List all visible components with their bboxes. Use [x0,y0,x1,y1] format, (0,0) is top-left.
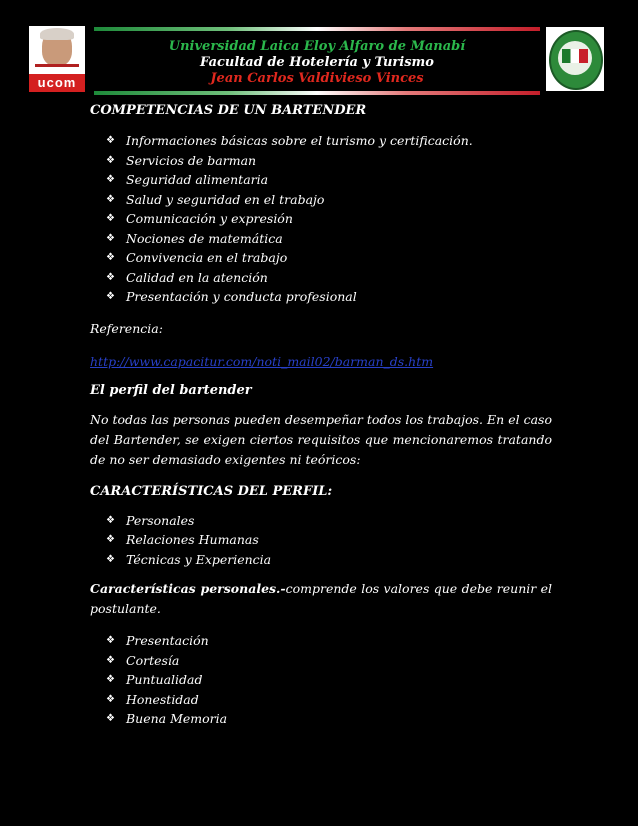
header-stripe-top [94,27,540,31]
list-item [106,511,552,531]
reference-link-row [90,351,552,372]
list-item-text: Personales [126,512,195,528]
diamond-bullet-icon: ❖ [106,213,115,224]
list-item [106,131,552,151]
section-title-caracteristicas: CARACTERÍSTICAS DEL PERFIL: [90,483,333,499]
list-item-text: Calidad en la atención [126,269,268,285]
list-item [106,248,552,268]
logo-text: ucom [37,75,77,90]
list-item-text: Honestidad [126,691,199,707]
profile-title: El perfil del bartender [90,382,252,398]
list-item-text: Cortesía [126,652,180,668]
list-item-text: Convivencia en el trabajo [126,250,288,265]
diamond-bullet-icon: ❖ [106,232,115,244]
faculty-name: Facultad de Hotelería y Turismo [200,55,434,70]
list-item-text: Informaciones básicas sobre el turismo y certificación. [126,133,473,148]
profile-paragraph: No todas las personas pueden desempeñar todos los trabajos. En el caso del Bartender, se exigen ciertos requisitos que mencionaremos tratando de no ser demasiado exigentes ni teóricos: [90,411,552,467]
personal-title: Características personales.- [90,581,286,596]
diamond-bullet-icon: ❖ [106,154,115,166]
diamond-bullet-icon: ❖ [106,553,115,565]
diamond-bullet-icon: ❖ [106,693,115,705]
list-item-text: Servicios de barman [126,152,257,168]
competencias-list [90,131,552,307]
diamond-bullet-icon: ❖ [106,135,115,146]
diamond-bullet-icon: ❖ [106,635,115,646]
list-item [106,651,552,671]
document-header [0,0,638,100]
portrait-hair [40,28,74,40]
list-item [106,151,552,171]
diamond-bullet-icon: ❖ [106,291,115,302]
list-item [106,709,552,729]
list-item-text: Presentación y conducta profesional [126,289,357,304]
author-name: Jean Carlos Valdivieso Vinces [210,71,424,86]
diamond-bullet-icon: ❖ [106,534,115,545]
list-item-text: Nociones de matemática [126,230,283,246]
personal-text: comprende los valores que debe reunir el postulante. [90,581,552,616]
caracteristicas-list [90,511,552,570]
list-item [106,690,552,710]
diamond-bullet-icon: ❖ [106,193,115,205]
diamond-bullet-icon: ❖ [106,252,115,263]
list-item-text: Técnicas y Experiencia [126,551,272,567]
list-item [106,530,552,550]
list-item [106,229,552,249]
reference-link[interactable]: http://www.capacitur.com/noti_mail02/barman_ds.htm [90,353,434,369]
list-item [106,287,552,307]
diamond-bullet-icon: ❖ [106,713,115,724]
reference-label: Referencia: [90,320,163,336]
list-item [106,170,552,190]
university-logo-left [29,26,85,92]
flag-icon [562,49,588,63]
diamond-bullet-icon: ❖ [106,654,115,666]
diamond-bullet-icon: ❖ [106,174,115,185]
diamond-bullet-icon: ❖ [106,514,115,526]
list-item-text: Seguridad alimentaria [126,172,269,187]
list-item-text: Buena Memoria [126,711,228,726]
university-name: Universidad Laica Eloy Alfaro de Manabí [168,39,466,54]
diamond-bullet-icon: ❖ [106,271,115,283]
document-body [90,102,552,729]
list-item-text: Relaciones Humanas [126,532,259,547]
header-stripe-bottom [94,91,540,95]
list-item-text: Comunicación y expresión [126,211,293,226]
list-item [106,550,552,570]
list-item-text: Puntualidad [126,672,203,687]
diamond-bullet-icon: ❖ [106,674,115,685]
list-item-text: Presentación [126,633,209,648]
faculty-seal-logo [546,27,604,91]
list-item [106,631,552,651]
list-item [106,209,552,229]
list-item [106,190,552,210]
personal-paragraph [90,579,552,619]
list-item-text: Salud y seguridad en el trabajo [126,191,325,207]
section-title-competencias: COMPETENCIAS DE UN BARTENDER [90,103,367,118]
list-item [106,268,552,288]
list-item [106,670,552,690]
personal-list [90,631,552,729]
